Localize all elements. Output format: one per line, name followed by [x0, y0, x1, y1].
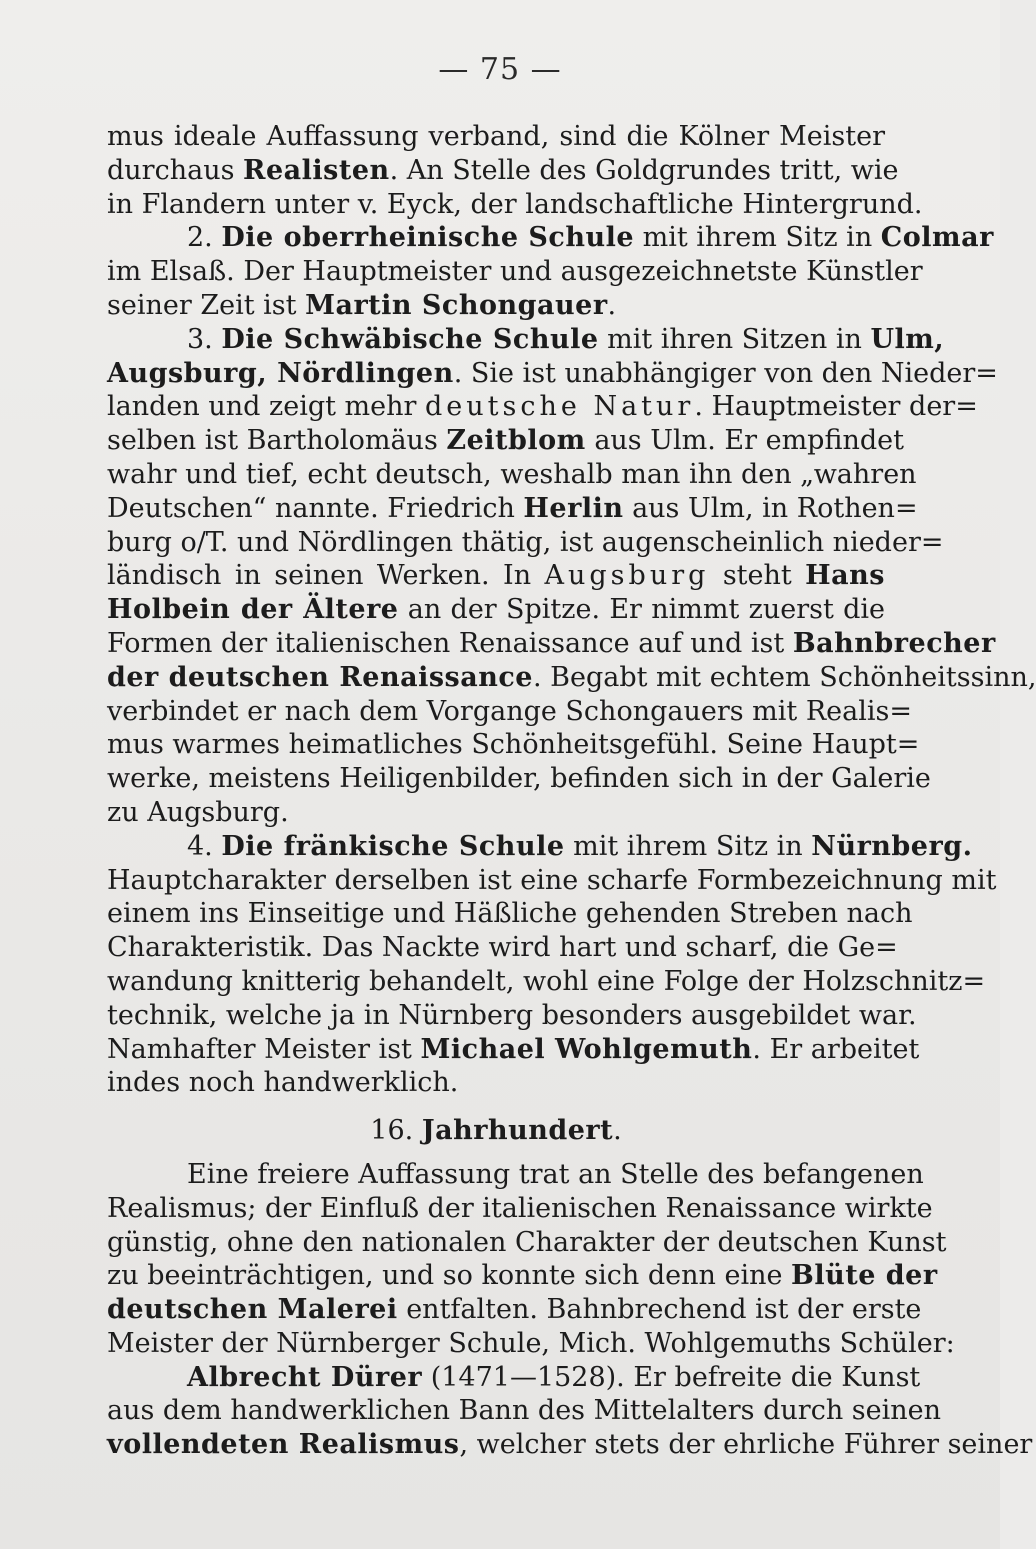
text-line	[107, 1327, 955, 1361]
text-segment: , welcher stets der ehrliche Führer seiner	[459, 1429, 1033, 1461]
text-segment: 3.	[187, 323, 222, 355]
text-segment: im Elsaß. Der Hauptmeister und ausgezeichnetste Künstler	[107, 256, 923, 288]
text-segment: steht	[709, 560, 806, 592]
emphasized-term: der deutschen Renaissance	[107, 661, 533, 693]
text-line	[107, 728, 920, 762]
text-line	[107, 999, 917, 1033]
emphasized-term: Realisten	[243, 154, 390, 186]
text-segment: seiner Zeit ist	[107, 289, 306, 321]
emphasized-term: Michael Wohlgemuth	[420, 1033, 753, 1065]
text-segment: (1471—1528). Er befreite die Kunst	[422, 1361, 921, 1393]
text-segment: Namhafter Meister ist	[107, 1033, 421, 1065]
text-line	[107, 897, 913, 931]
text-line	[107, 255, 923, 289]
text-segment: aus Ulm, in Rothen=	[623, 492, 918, 524]
text-line	[107, 390, 978, 424]
emphasized-term: Die fränkische Schule	[221, 830, 565, 862]
emphasized-term: Colmar	[880, 222, 994, 254]
text-line	[107, 424, 904, 458]
text-segment: Formen der italienischen Renaissance auf und ist	[107, 627, 793, 659]
emphasized-term: Zeitblom	[446, 425, 586, 457]
emphasized-term: Hans	[805, 560, 885, 592]
emphasized-term: Holbein der Ältere	[107, 594, 399, 626]
text-line	[107, 1259, 938, 1293]
emphasized-term: Albrecht Dürer	[187, 1361, 423, 1393]
text-line	[107, 526, 944, 560]
text-segment: .	[607, 289, 617, 321]
text-line	[107, 593, 885, 627]
text-segment: Eine freiere Auffassung trat an Stelle des befangenen	[187, 1158, 924, 1190]
text-segment: verbindet er nach dem Vorgange Schongauers mit Realis=	[107, 695, 913, 727]
text-segment: mit ihren Sitzen in	[598, 323, 871, 355]
emphasized-term: Bahnbrecher	[792, 627, 996, 659]
text-line	[107, 1394, 942, 1428]
emphasized-term: Martin Schongauer	[305, 289, 608, 321]
emphasized-term: deutschen Malerei	[107, 1294, 398, 1326]
text-segment: wandung knitterig behandelt, wohl eine Folge der Holzschnitz=	[107, 965, 986, 997]
text-line	[107, 188, 923, 222]
text-line	[107, 492, 918, 526]
emphasized-term: Blüte der	[791, 1260, 938, 1292]
text-segment: . Begabt mit echtem Schönheitssinn,	[532, 661, 1036, 693]
text-segment: . Hauptmeister der=	[694, 391, 978, 423]
text-segment: werke, meistens Heiligenbilder, befinden sich in der Galerie	[107, 763, 931, 795]
text-segment: landen und zeigt mehr	[107, 391, 426, 423]
text-line	[107, 1293, 922, 1327]
text-segment: Realismus; der Einfluß der italienischen Renaissance wirkte	[107, 1192, 933, 1224]
text-line	[107, 965, 986, 999]
text-line	[107, 830, 973, 864]
text-segment: selben ist Bartholomäus	[107, 425, 447, 457]
text-segment: mit ihrem Sitz in	[564, 830, 812, 862]
text-segment: aus dem handwerklichen Bann des Mittelalters durch seinen	[107, 1395, 942, 1427]
text-segment: technik, welche ja in Nürnberg besonders ausgebildet war.	[107, 999, 917, 1031]
text-segment: Hauptcharakter derselben ist eine scharfe Formbezeichnung mit	[107, 864, 997, 896]
text-line	[107, 120, 885, 154]
page-number: — 75 —	[438, 52, 562, 87]
text-line	[107, 154, 899, 188]
text-segment: durchaus	[107, 154, 244, 186]
text-line	[107, 661, 1036, 695]
text-line	[107, 796, 885, 830]
text-segment: an der Spitze. Er nimmt zuerst die	[398, 594, 886, 626]
emphasized-term: Augsburg, Nördlingen	[107, 357, 454, 389]
text-segment: entfalten. Bahnbrechend ist der erste	[397, 1294, 922, 1326]
text-line	[107, 1033, 920, 1067]
emphasized-term: Die oberrheinische Schule	[221, 222, 635, 254]
text-line	[107, 864, 997, 898]
text-segment: einem ins Einseitige und Häßliche gehenden Streben nach	[107, 898, 913, 930]
text-segment: . Er arbeitet	[752, 1033, 920, 1065]
text-line	[107, 1192, 933, 1226]
text-line	[107, 695, 913, 729]
text-segment: wahr und tief, echt deutsch, weshalb man ihn den „wahren	[107, 458, 917, 490]
text-segment: .	[613, 1115, 622, 1147]
emphasized-term: Die Schwäbische Schule	[221, 323, 599, 355]
text-segment: ländisch in seinen Werken. In	[107, 560, 545, 592]
section-heading	[107, 1114, 885, 1148]
text-segment: günstig, ohne den nationalen Charakter der deutschen Kunst	[107, 1226, 947, 1258]
text-segment: in Flandern unter v. Eyck, der landschaftliche Hintergrund.	[107, 188, 923, 220]
text-segment: 4.	[187, 830, 222, 862]
text-line	[107, 221, 994, 255]
text-segment: Meister der Nürnberger Schule, Mich. Wohlgemuths Schüler:	[107, 1327, 955, 1359]
text-segment: . Sie ist unabhängiger von den Nieder=	[453, 357, 998, 389]
text-line	[107, 458, 917, 492]
text-line	[107, 323, 945, 357]
text-segment: zu Augsburg.	[107, 796, 289, 828]
text-segment: zu beeinträchtigen, und so konnte sich denn eine	[107, 1260, 792, 1292]
text-segment: Charakteristik. Das Nackte wird hart und scharf, die Ge=	[107, 932, 898, 964]
emphasized-term: vollendeten Realismus	[107, 1429, 460, 1461]
text-line	[107, 1428, 1033, 1462]
text-segment: burg o/T. und Nördlingen thätig, ist augenscheinlich nieder=	[107, 526, 944, 558]
spaced-term: deutsche Natur	[425, 391, 695, 423]
text-segment: aus Ulm. Er empfindet	[585, 425, 904, 457]
text-segment: . An Stelle des Goldgrundes tritt, wie	[389, 154, 899, 186]
text-line	[107, 627, 996, 661]
text-segment: mus warmes heimatliches Schönheitsgefühl. Seine Haupt=	[107, 729, 920, 761]
text-segment: mus ideale Auffassung verband, sind die Kölner Meister	[107, 121, 885, 152]
text-line	[107, 931, 898, 965]
text-line	[107, 1361, 921, 1395]
emphasized-term: Jahrhundert	[421, 1115, 614, 1147]
text-segment: Deutschen“ nannte. Friedrich	[107, 492, 524, 524]
emphasized-term: Nürnberg.	[811, 830, 973, 862]
text-line	[107, 559, 885, 593]
text-line	[107, 289, 885, 323]
emphasized-term: Herlin	[523, 492, 624, 524]
body-text	[107, 120, 1036, 1462]
spaced-term: Augsburg	[544, 560, 710, 592]
text-line	[107, 762, 931, 796]
text-line	[107, 1158, 924, 1192]
text-line	[107, 1226, 947, 1260]
text-segment: mit ihrem Sitz in	[634, 222, 881, 254]
text-line	[107, 1066, 885, 1100]
text-line	[107, 357, 998, 391]
text-segment: indes noch handwerklich.	[107, 1067, 459, 1099]
text-segment: 16.	[370, 1115, 422, 1147]
emphasized-term: Ulm,	[870, 323, 945, 355]
text-segment: 2.	[187, 222, 222, 254]
